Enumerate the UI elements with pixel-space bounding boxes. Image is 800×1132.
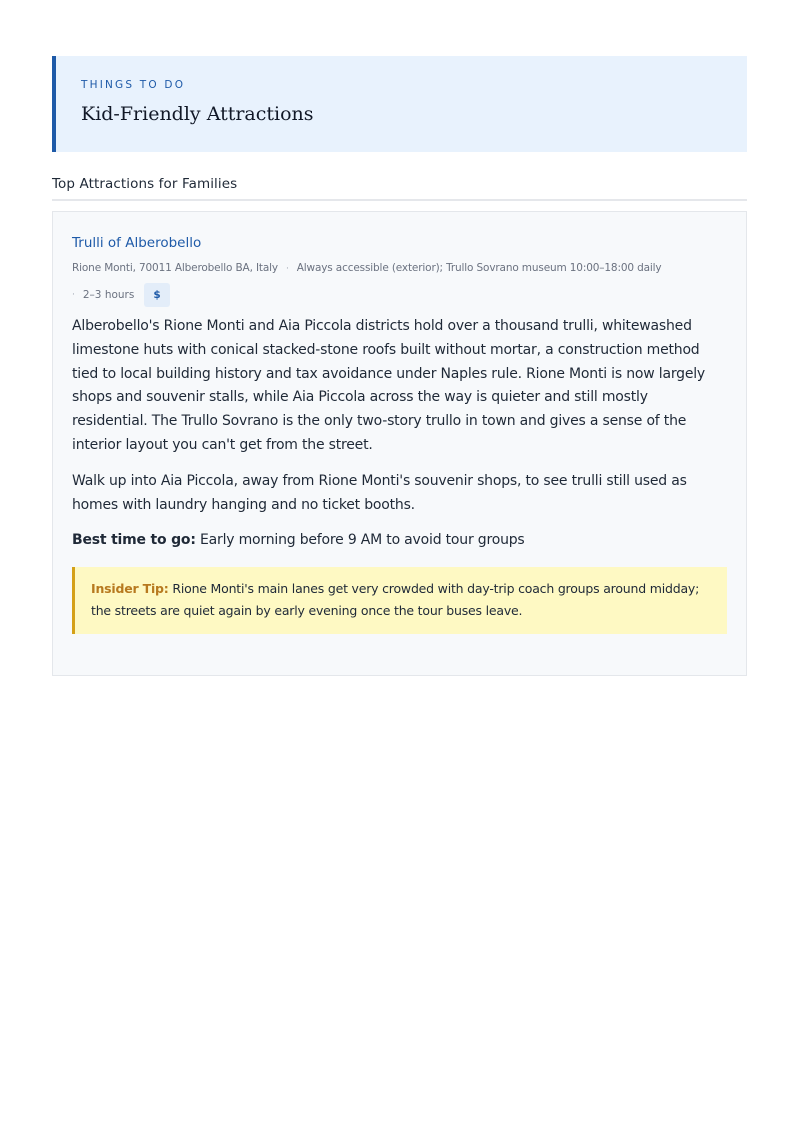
attraction-meta <box>72 260 727 277</box>
attraction-description: Alberobello's Rione Monti and Aia Piccola districts hold over a thousand trulli, whitewashed limestone huts with conical stacked-stone roofs built without mortar, a construction method tied to local building history and tax avoidance under Naples rule. Rione Monti is now largely shops and souvenir stalls, while Aia Piccola across the way is quieter and still mostly residential. The Trullo Sovrano is the only two-story trullo in town and gives a sense of the interior layout you can't get from the street. <box>72 318 706 453</box>
insider-tip <box>72 567 727 634</box>
attraction-hours: Always accessible (exterior); Trullo Sovrano museum 10:00–18:00 daily <box>296 262 662 274</box>
meta-separator: · <box>285 264 289 274</box>
attraction-title[interactable]: Trulli of Alberobello <box>72 235 202 251</box>
price-badge: $ <box>144 283 169 307</box>
insider-tip-text: Rione Monti's main lanes get very crowded with day-trip coach groups around midday; the streets are quiet again by early evening once the tour buses leave. <box>91 581 700 619</box>
attraction-duration: 2–3 hours <box>82 289 135 301</box>
meta-separator: · <box>72 290 75 300</box>
best-time <box>72 529 727 552</box>
best-time-value: Early morning before 9 AM to avoid tour groups <box>200 532 525 549</box>
section-heading: Top Attractions for Families <box>52 176 747 201</box>
eyebrow-label: THINGS TO DO <box>81 79 186 91</box>
attraction-meta-secondary <box>72 283 727 307</box>
attraction-card <box>52 211 747 676</box>
page-header <box>52 56 747 152</box>
page <box>52 56 747 676</box>
insider-tip-label: Insider Tip: <box>91 581 169 597</box>
attraction-address: Rione Monti, 70011 Alberobello BA, Italy <box>72 262 278 274</box>
attraction-description-secondary: Walk up into Aia Piccola, away from Rione Monti's souvenir shops, to see trulli still used as homes with laundry hanging and no ticket booths. <box>72 472 687 513</box>
page-title: Kid-Friendly Attractions <box>81 103 314 125</box>
best-time-label: Best time to go: <box>72 532 196 549</box>
